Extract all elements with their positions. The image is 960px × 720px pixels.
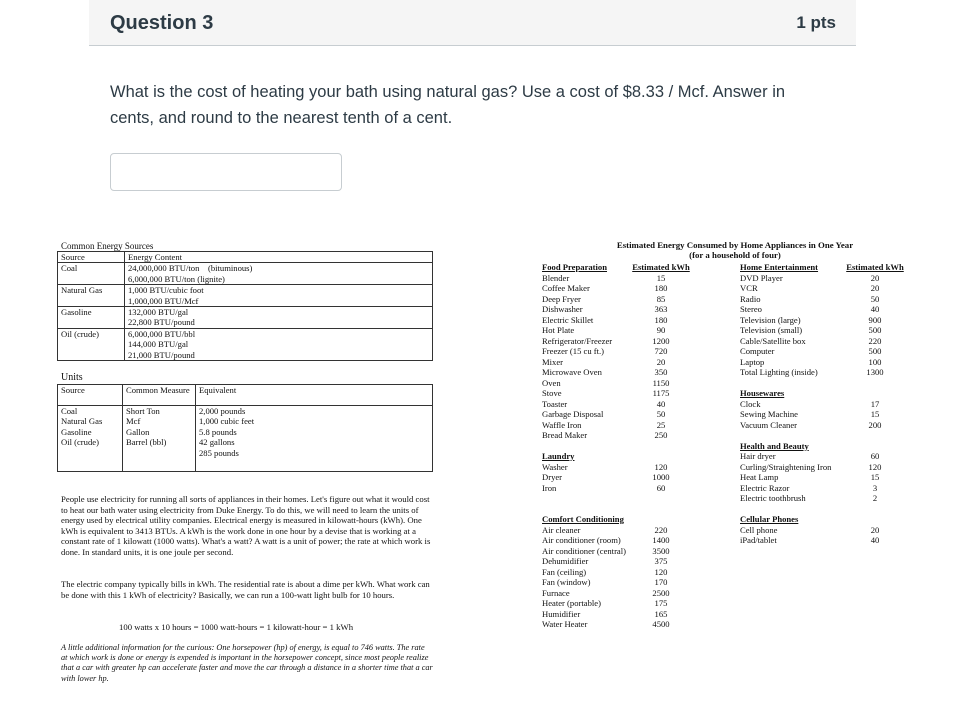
appliance-name: Humidifier	[542, 608, 581, 619]
appliance-kwh: 250	[654, 430, 668, 440]
appliance-name: Air conditioner (central)	[542, 545, 626, 556]
appliance-title-line: Estimated Energy Consumed by Home Appliances in One Year	[616, 240, 854, 250]
appliance-kwh: 40	[656, 398, 666, 409]
units-table	[57, 384, 433, 472]
appliance-name: Heater (portable)	[542, 598, 601, 608]
appliance-kwh: 40	[870, 304, 880, 314]
column-header: Energy Content	[125, 252, 433, 263]
energy-sources-table	[57, 251, 433, 361]
appliance-kwh: 3500	[652, 545, 670, 556]
spacer	[624, 451, 698, 462]
source-cell: Oil (crude)	[58, 328, 125, 360]
question-header	[89, 0, 856, 46]
unit-equivalent: 5.8 pounds	[199, 426, 237, 437]
appliance-name: Dryer	[542, 472, 563, 482]
appliance-name: Heat Lamp	[740, 472, 779, 482]
column-header: Common Measure	[123, 385, 196, 406]
answer-input[interactable]	[111, 154, 341, 190]
appliance-kwh: 1200	[652, 335, 670, 346]
content-line: 1,000,000 BTU/Mcf	[128, 295, 199, 306]
appliance-name: Cable/Satellite box	[740, 335, 806, 346]
kwh-header: Estimated kWh	[632, 262, 690, 272]
content-line: 1,000 BTU/cubic foot	[128, 285, 204, 296]
source-cell: Natural Gas	[58, 285, 125, 307]
appliance-kwh: 220	[654, 524, 668, 535]
appliance-kwh: 720	[654, 346, 668, 356]
appliance-name: Iron	[542, 482, 557, 493]
unit-measure: Short Ton	[126, 406, 160, 416]
appliance-kwh: 1150	[652, 377, 670, 388]
appliance-kwh: 1000	[652, 472, 670, 482]
appliance-kwh: 4500	[652, 619, 670, 629]
appliance-name: VCR	[740, 283, 758, 293]
column-header: Equivalent	[196, 385, 433, 406]
appliance-name: Refrigerator/Freezer	[542, 335, 613, 346]
content-cell	[125, 263, 433, 285]
appliance-name: Coffee Maker	[542, 283, 590, 293]
appliance-name: Dehumidifier	[542, 556, 589, 566]
content-line: 22,800 BTU/pound	[128, 317, 195, 328]
table-row	[58, 285, 433, 307]
appliance-name: Microwave Oven	[542, 367, 602, 377]
unit-equivalent: 42 gallons	[199, 437, 235, 448]
appliance-kwh: 20	[870, 283, 880, 293]
appliance-name: Computer	[740, 346, 775, 356]
appliance-name: Toaster	[542, 398, 568, 409]
unit-source: Oil (crude)	[61, 437, 99, 448]
spacer	[740, 430, 850, 441]
content-line: 6,000,000 BTU/ton (lignite)	[128, 273, 225, 284]
content-line: 144,000 BTU/gal	[128, 339, 189, 350]
appliance-kwh: 15	[870, 409, 880, 419]
appliance-kwh: 15	[656, 272, 666, 283]
appliance-kwh: 1400	[652, 535, 670, 545]
appliance-kwh: 90	[656, 325, 666, 335]
group-heading: Food Preparation	[542, 262, 608, 272]
appliance-kwh: 50	[870, 293, 880, 304]
appliance-name: Electric toothbrush	[740, 493, 806, 503]
appliance-kwh: 2	[872, 493, 878, 503]
right-appliance-names	[740, 262, 850, 546]
appliance-kwh: 25	[656, 419, 666, 430]
appliance-name: Laptop	[740, 356, 765, 367]
appliance-name: Fan (window)	[542, 577, 591, 587]
unit-source: Coal	[61, 406, 78, 416]
unit-source: Natural Gas	[61, 416, 103, 427]
appliance-kwh: 20	[870, 524, 880, 535]
appliance-name: Electric Razor	[740, 482, 790, 493]
appliance-name: Air cleaner	[542, 524, 581, 535]
appliance-name: Hair dryer	[740, 451, 776, 461]
appliance-kwh: 60	[656, 482, 666, 493]
appliance-kwh: 2500	[652, 587, 670, 598]
question-text: What is the cost of heating your bath using natural gas? Use a cost of $8.33 / Mcf. Answer in cents, and round to the nearest tenth of a cent.	[110, 83, 786, 127]
appliance-kwh: 100	[868, 356, 882, 367]
appliance-kwh: 85	[656, 293, 666, 304]
appliance-name: DVD Player	[740, 272, 783, 283]
appliance-name: Curling/Straightening Iron	[740, 461, 832, 472]
appliance-name: Electric Skillet	[542, 314, 594, 325]
appliance-kwh: 180	[654, 314, 668, 325]
appliance-name: Vacuum Cleaner	[740, 419, 798, 430]
appliance-name: Mixer	[542, 356, 564, 367]
appliance-kwh: 180	[654, 283, 668, 293]
table-row	[58, 328, 433, 360]
appliance-kwh: 1300	[866, 367, 884, 377]
appliance-name: Deep Fryer	[542, 293, 581, 304]
appliance-name: Water Heater	[542, 619, 588, 629]
appliance-kwh: 20	[870, 272, 880, 283]
spacer	[740, 504, 850, 515]
horsepower-note: A little additional information for the curious: One horsepower (hp) of energy, is equal to 746 watts. The rate at which work is done or energy is expended is important in the horsepower concept, since most people realize that a car with greater hp can accelerate faster and move the car through a distance in a shorter time that a car with lower hp.	[61, 643, 433, 683]
appliance-kwh: 375	[654, 556, 668, 566]
appliance-kwh: 175	[654, 598, 668, 608]
appliance-name: Sewing Machine	[740, 409, 798, 419]
table-header-row	[58, 385, 433, 406]
appliance-name: Stove	[542, 388, 562, 398]
appliance-kwh: 120	[868, 461, 882, 472]
group-heading: Home Entertainment	[740, 262, 819, 272]
group-heading: Health and Beauty	[740, 440, 809, 451]
left-appliance-kwh	[624, 262, 698, 630]
group-heading: Cellular Phones	[740, 514, 799, 524]
appliance-name: Fan (ceiling)	[542, 566, 587, 577]
appliance-name: Washer	[542, 461, 568, 472]
unit-measure: Barrel (bbl)	[126, 437, 167, 448]
spacer	[624, 441, 698, 452]
appliance-kwh: 1175	[652, 388, 670, 398]
source-cell: Coal	[58, 263, 125, 285]
appliance-name: Clock	[740, 398, 761, 409]
appliance-kwh: 120	[654, 566, 668, 577]
appliance-kwh: 500	[868, 325, 882, 335]
kwh-equation: 100 watts x 10 hours = 1000 watt-hours = 1 kilowatt-hour = 1 kWh	[119, 622, 354, 632]
appliance-kwh: 17	[870, 398, 880, 409]
energy-sources-caption: Common Energy Sources	[61, 241, 154, 251]
units-caption: Units	[61, 372, 83, 383]
right-appliance-kwh	[842, 262, 908, 546]
appliance-kwh: 3	[872, 482, 878, 493]
content-cell	[125, 285, 433, 307]
appliance-kwh: 120	[654, 461, 668, 472]
appliance-kwh: 50	[656, 409, 666, 419]
appliance-name: Cell phone	[740, 524, 778, 535]
source-cell	[58, 406, 123, 472]
column-header: Source	[58, 385, 123, 406]
spacer	[624, 514, 698, 525]
appliance-kwh: 60	[870, 451, 880, 461]
unit-measure: Mcf	[126, 416, 141, 427]
spacer	[842, 514, 908, 525]
spacer	[624, 504, 698, 515]
appliance-name: Television (small)	[740, 325, 803, 335]
content-cell	[125, 307, 433, 329]
spacer	[842, 388, 908, 399]
appliance-name: Total Lighting (inside)	[740, 367, 818, 377]
answer-field-wrapper[interactable]	[110, 153, 342, 191]
appliance-name: Dishwasher	[542, 304, 583, 314]
appliance-name: Hot Plate	[542, 325, 575, 335]
appliance-kwh: 500	[868, 346, 882, 356]
kwh-header: Estimated kWh	[846, 262, 904, 272]
appliance-kwh: 200	[868, 419, 882, 430]
unit-equivalent: 1,000 cubic feet	[199, 416, 255, 427]
appliance-name: Stereo	[740, 304, 762, 314]
appliance-kwh: 170	[654, 577, 668, 587]
source-cell: Gasoline	[58, 307, 125, 329]
spacer	[842, 441, 908, 452]
appliance-name: iPad/tablet	[740, 535, 777, 545]
spacer	[842, 504, 908, 515]
appliance-name: Oven	[542, 377, 561, 388]
spacer	[740, 378, 850, 389]
group-heading: Housewares	[740, 388, 785, 398]
appliance-kwh: 220	[868, 335, 882, 346]
unit-equivalent: 2,000 pounds	[199, 406, 246, 416]
unit-equivalent: 285 pounds	[199, 447, 239, 458]
appliance-kwh: 900	[868, 314, 882, 325]
group-heading: Laundry	[542, 451, 575, 461]
content-line: 24,000,000 BTU/ton (bituminous)	[128, 263, 253, 274]
content-line: 21,000 BTU/pound	[128, 349, 195, 360]
content-cell	[125, 328, 433, 360]
content-line: 132,000 BTU/gal	[128, 307, 189, 318]
spacer	[842, 430, 908, 441]
spacer	[624, 493, 698, 504]
appliance-kwh: 165	[654, 608, 668, 619]
question-points: 1 pts	[796, 13, 836, 32]
content-line: 6,000,000 BTU/bbl	[128, 328, 196, 339]
appliance-name: Blender	[542, 272, 570, 283]
table-row	[58, 406, 433, 472]
appliance-kwh: 15	[870, 472, 880, 482]
billing-paragraph: The electric company typically bills in kWh. The residential rate is about a dime per kWh. What work can be done with this 1 kWh of electricity? Basically, we can run a 100-watt light bulb for 10 hours.	[61, 579, 430, 600]
appliance-kwh: 350	[654, 367, 668, 377]
measure-cell	[123, 406, 196, 472]
question-title: Question 3	[110, 12, 214, 34]
appliance-kwh: 40	[870, 535, 880, 545]
unit-source: Gasoline	[61, 426, 92, 437]
equivalent-cell	[196, 406, 433, 472]
appliance-name: Radio	[740, 293, 761, 304]
table-row	[58, 307, 433, 329]
spacer	[842, 378, 908, 389]
unit-measure: Gallon	[126, 426, 150, 437]
appliance-title-line: (for a household of four)	[689, 250, 781, 260]
table-header-row	[58, 252, 433, 263]
appliance-name: Freezer (15 cu ft.)	[542, 346, 605, 356]
electricity-paragraph: People use electricity for running all sorts of appliances in their homes. Let's figure out what it would cost to heat our bath water using electricity from Duke Energy. To do this, we will need to learn the units of energy used by electrical utility companies. Electrical energy is measured in kilowatt-hours (kWh). One kWh is equivalent to 3413 BTUs. A kWh is the work done in one hour by a devise that is working at a constant rate of 1 kilowatt (1000 watts). What's a watt? A watt is a unit of power; the rate at which work is done. In standard units, it is one joule per second.	[61, 494, 431, 557]
appliance-name: Air conditioner (room)	[542, 535, 621, 545]
group-heading: Comfort Conditioning	[542, 514, 624, 524]
appliance-kwh: 20	[656, 356, 666, 367]
appliance-table-title	[590, 240, 880, 260]
appliance-name: Garbage Disposal	[542, 409, 604, 419]
appliance-name: Furnace	[542, 587, 570, 598]
appliance-name: Television (large)	[740, 314, 801, 325]
appliance-kwh: 363	[654, 304, 668, 314]
appliance-name: Bread Maker	[542, 430, 588, 440]
table-row	[58, 263, 433, 285]
appliance-name: Waffle Iron	[542, 419, 582, 430]
column-header: Source	[58, 252, 125, 263]
